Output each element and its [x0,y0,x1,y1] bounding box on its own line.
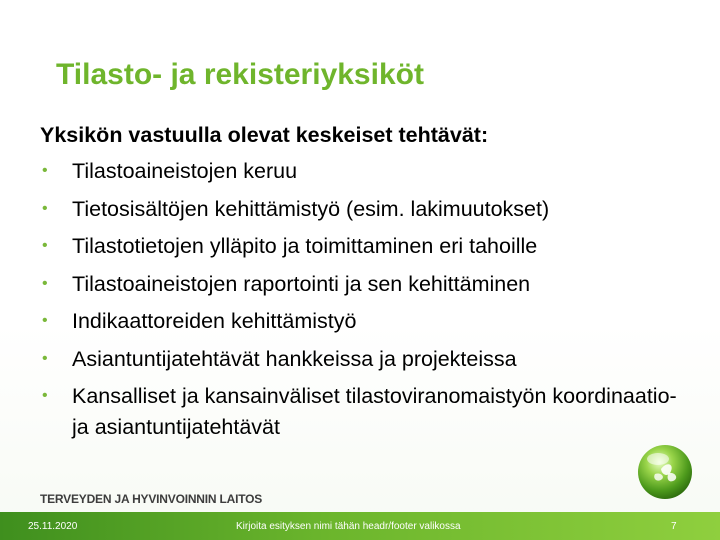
list-item-text: Tilastotietojen ylläpito ja toimittaminen eri tahoille [72,234,538,258]
bullet-icon: • [42,199,48,217]
bullet-icon: • [42,312,48,329]
list-item-text: Kansalliset ja kansainväliset tilastoviranomaistyön koordinaatio- ja asiantuntijatehtävät [72,384,677,439]
bullet-icon: • [42,274,48,292]
list-item [40,231,680,262]
list-item-text: Tietosisältöjen kehittämistyö (esim. lakimuutokset) [72,196,550,221]
bullet-icon: • [42,162,48,179]
list-item [40,306,680,337]
bullet-icon: • [42,349,48,367]
footer-text: Kirjoita esityksen nimi tähän headr/footer valikossa [236,521,461,532]
slide-title: Tilasto- ja rekisteriyksiköt [56,58,424,91]
list-item [40,269,680,300]
footer-date: 25.11.2020 [28,521,78,532]
list-item-text: Asiantuntijatehtävät hankkeissa ja projekteissa [72,346,517,371]
bullet-icon: • [42,387,48,404]
bullet-icon: • [42,237,48,254]
page-number: 7 [671,521,677,532]
task-list [40,156,680,442]
list-item [40,381,680,442]
list-item-text: Indikaattoreiden kehittämistyö [72,309,357,333]
list-item [40,194,680,225]
green-globe-icon [636,443,694,501]
organization-logo-text: TERVEYDEN JA HYVINVOINNIN LAITOS [40,492,263,506]
lead-heading: Yksikön vastuulla olevat keskeiset tehtävät: [40,123,489,147]
list-item-text: Tilastoaineistojen keruu [72,159,298,183]
list-item [40,344,680,375]
slide-content [40,120,680,449]
list-item [40,156,680,187]
list-item-text: Tilastoaineistojen raportointi ja sen kehittäminen [72,271,531,296]
